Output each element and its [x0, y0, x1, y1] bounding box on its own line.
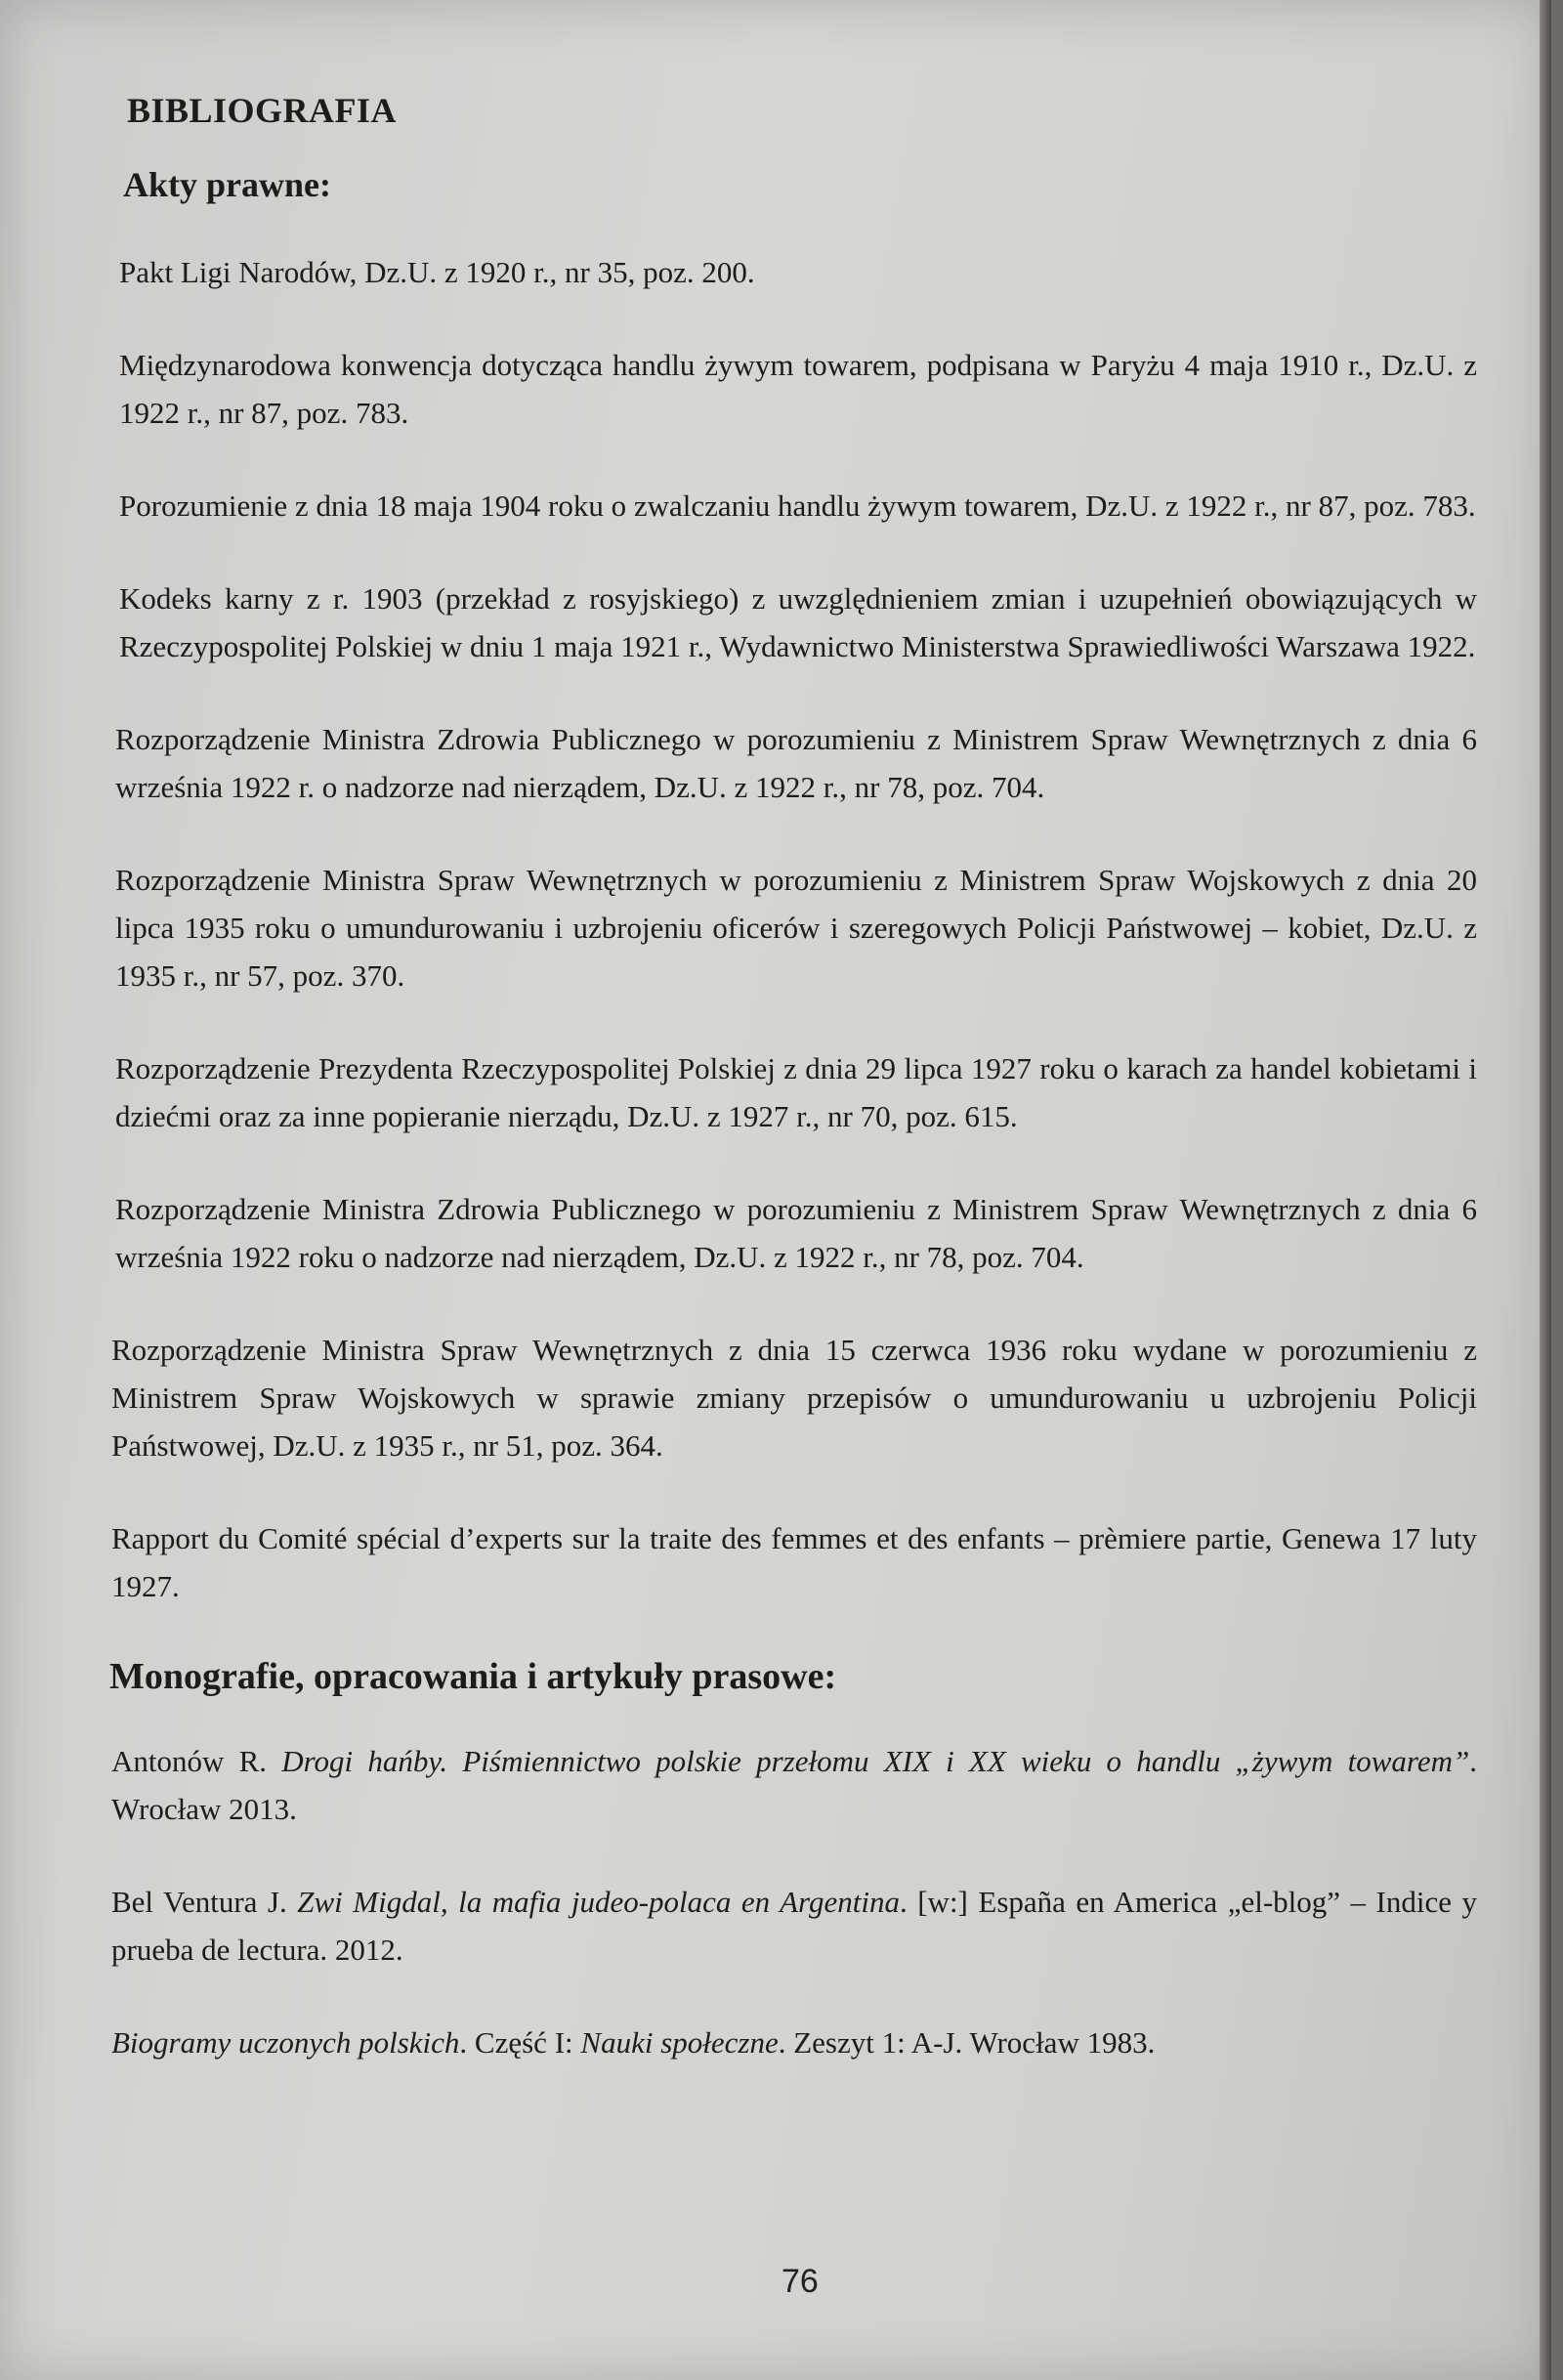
- bibliography-entry: Rozporządzenie Prezydenta Rzeczypospolitej Polskiej z dnia 29 lipca 1927 roku o karach za handel kobietami i dziećmi oraz za inne popieranie nierządu, Dz.U. z 1927 r., nr 70, poz. 615.: [115, 1051, 1477, 1133]
- bibliography-entry: Rozporządzenie Ministra Zdrowia Publicznego w porozumieniu z Ministrem Spraw Wewnętrznych z dnia 6 września 1922 roku o nadzorze nad nierządem, Dz.U. z 1922 r., nr 78, poz. 704.: [115, 1192, 1477, 1274]
- entry-author: Bel Ventura J.: [111, 1885, 298, 1919]
- entry-title: Drogi hańby. Piśmiennictwo polskie przełomu XIX i XX wieku o handlu „żywym towarem”: [281, 1744, 1470, 1778]
- bibliography-entry: Porozumienie z dnia 18 maja 1904 roku o zwalczaniu handlu żywym towarem, Dz.U. z 1922 r., nr 87, poz. 783.: [119, 489, 1476, 523]
- entry-details: . Zeszyt 1: A-J. Wrocław 1983.: [778, 2025, 1156, 2060]
- page-number: 76: [782, 2263, 819, 2300]
- section-heading-monographs: Monografie, opracowania i artykuły prasowe:: [109, 1656, 837, 1697]
- section-heading-legal-acts: Akty prawne:: [123, 165, 331, 204]
- bibliography-entry: Kodeks karny z r. 1903 (przekład z rosyjskiego) z uwzględnieniem zmian i uzupełnień obowiązujących w Rzeczypospolitej Polskiej w dniu 1 maja 1921 r., Wydawnictwo Ministerstwa Sprawiedliwości Warszawa 1922.: [119, 581, 1477, 663]
- entry-details: . [w:] España en America „el-blog” – Indice y prueba de lectura. 2012.: [111, 1885, 1478, 1967]
- entry-title: Zwi Migdal, la mafia judeo-polaca en Argentina: [297, 1885, 900, 1919]
- bibliography-entry: Rozporządzenie Ministra Zdrowia Publicznego w porozumieniu z Ministrem Spraw Wewnętrznych z dnia 6 września 1922 r. o nadzorze nad nierządem, Dz.U. z 1922 r., nr 78, poz. 704.: [115, 722, 1477, 804]
- entry-subtitle: Nauki społeczne: [580, 2025, 779, 2060]
- entry-details: . Wrocław 2013.: [111, 1744, 1477, 1826]
- bibliography-entry: [111, 2019, 1477, 2066]
- entry-details: . Część I:: [459, 2025, 581, 2060]
- bibliography-entry: Rozporządzenie Ministra Spraw Wewnętrznych w porozumieniu z Ministrem Spraw Wojskowych z dnia 20 lipca 1935 roku o umundurowaniu i uzbrojeniu oficerów i szeregowych Policji Państwowej – kobiet, Dz.U. z 1935 r., nr 57, poz. 370.: [115, 863, 1477, 993]
- bibliography-entry: Międzynarodowa konwencja dotycząca handlu żywym towarem, podpisana w Paryżu 4 maja 1910 r., Dz.U. z 1922 r., nr 87, poz. 783.: [119, 348, 1477, 430]
- bibliography-entry: Pakt Ligi Narodów, Dz.U. z 1920 r., nr 35, poz. 200.: [119, 255, 755, 289]
- bibliography-entry: [111, 1737, 1477, 1833]
- bibliography-content: [109, 90, 1477, 2111]
- page-edge: [1540, 0, 1551, 2380]
- page-title: BIBLIOGRAFIA: [127, 91, 398, 130]
- entry-title: Biogramy uczonych polskich: [111, 2025, 460, 2060]
- entry-author: Antonów R.: [111, 1744, 282, 1778]
- bibliography-entry: Rapport du Comité spécial d’experts sur la traite des femmes et des enfants – prèmiere partie, Genewa 17 luty 1927.: [111, 1521, 1477, 1603]
- bibliography-entry: Rozporządzenie Ministra Spraw Wewnętrznych z dnia 15 czerwca 1936 roku wydane w porozumieniu z Ministrem Spraw Wojskowych w sprawie zmiany przepisów o umundurowaniu u uzbrojeniu Policji Państwowej, Dz.U. z 1935 r., nr 51, poz. 364.: [111, 1333, 1477, 1463]
- bibliography-entry: [111, 1878, 1477, 1974]
